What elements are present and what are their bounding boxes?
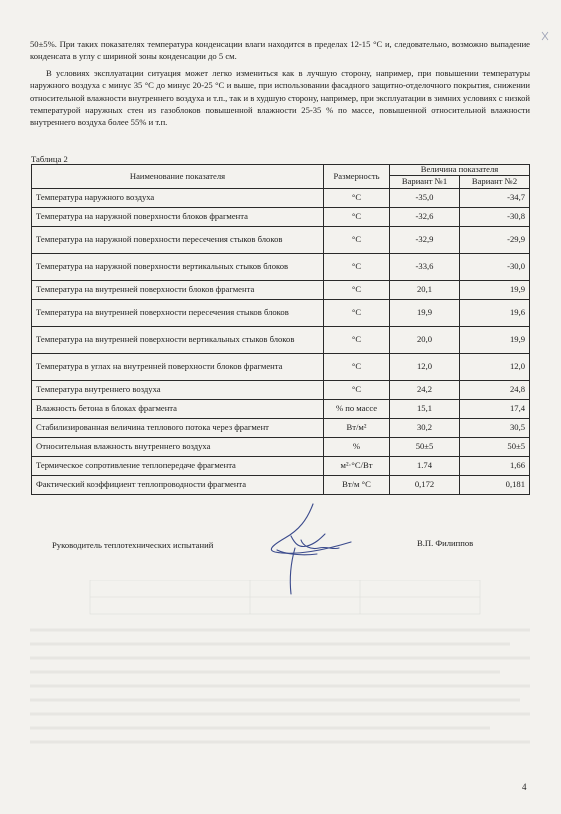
table-row [32,419,530,438]
cell-variant-2: 0,181 [460,476,530,495]
cell-variant-2: -30,8 [460,208,530,227]
cell-variant-1: 24,2 [390,381,460,400]
cell-unit: °С [324,354,390,381]
cell-unit: °С [324,227,390,254]
cell-variant-1: 1.74 [390,457,460,476]
cell-unit: % [324,438,390,457]
header-variant-1: Вариант №1 [390,176,460,189]
cell-name: Температура в углах на внутренней поверхности блоков фрагмента [32,354,324,381]
table-row [32,189,530,208]
cell-variant-1: -32,6 [390,208,460,227]
cell-variant-1: 19,9 [390,300,460,327]
cell-variant-1: 50±5 [390,438,460,457]
table-caption: Таблица 2 [31,154,68,164]
table-row [32,227,530,254]
paragraph-2: В условиях эксплуатации ситуация может легко измениться как в лучшую сторону, например, при повышении температуры наружного воздуха с минус 35 °С до минус 20-25 °С и выше, при использовании фасадного защитно-отделочного покрытия, снижении относительной влажности внутреннего воздуха и т.п., так и в худшую сторону, например, при эксплуатации в зимних условиях с низкой температурой наружных стен из газоблоков повышенной влажности 25-35 % по массе, повышенной относительной влажности внутреннего воздуха более 55% и т.п. [30,68,530,128]
table-row [32,457,530,476]
cell-variant-2: -29,9 [460,227,530,254]
cell-unit: °С [324,208,390,227]
header-name: Наименование показателя [32,165,324,189]
signatory-name: В.П. Филиппов [417,538,474,548]
table-row [32,400,530,419]
table-row [32,254,530,281]
cell-name: Влажность бетона в блоках фрагмента [32,400,324,419]
cell-unit: °С [324,254,390,281]
cell-unit: °С [324,327,390,354]
cell-unit: Вт/м °С [324,476,390,495]
cell-name: Относительная влажность внутреннего воздуха [32,438,324,457]
table-row [32,300,530,327]
cell-name: Стабилизированная величина теплового потока через фрагмент [32,419,324,438]
cell-variant-1: 12,0 [390,354,460,381]
table-row [32,327,530,354]
cell-unit: °С [324,189,390,208]
cell-variant-1: 20,1 [390,281,460,300]
cell-variant-2: -30,0 [460,254,530,281]
table-row [32,476,530,495]
cell-variant-2: -34,7 [460,189,530,208]
table-row [32,208,530,227]
header-values: Величина показателя [390,165,530,176]
cell-name: Температура на наружной поверхности вертикальных стыков блоков [32,254,324,281]
cell-variant-1: -32,9 [390,227,460,254]
cell-name: Температура внутреннего воздуха [32,381,324,400]
cell-unit: м²·°С/Вт [324,457,390,476]
cell-unit: °С [324,300,390,327]
cell-unit: °С [324,281,390,300]
cell-variant-1: -33,6 [390,254,460,281]
signatory-role: Руководитель теплотехнических испытаний [52,540,214,550]
cell-variant-2: 30,5 [460,419,530,438]
cell-name: Температура на внутренней поверхности пересечения стыков блоков [32,300,324,327]
cell-name: Температура на внутренней поверхности вертикальных стыков блоков [32,327,324,354]
corner-mark-icon [540,30,550,42]
page-number: 4 [522,782,527,792]
cell-variant-2: 19,9 [460,327,530,354]
cell-variant-1: 0,172 [390,476,460,495]
cell-variant-2: 19,6 [460,300,530,327]
table-row [32,354,530,381]
cell-variant-2: 19,9 [460,281,530,300]
cell-name: Температура на наружной поверхности пересечения стыков блоков [32,227,324,254]
cell-variant-2: 17,4 [460,400,530,419]
cell-variant-2: 50±5 [460,438,530,457]
cell-unit: % по массе [324,400,390,419]
cell-variant-1: 15,1 [390,400,460,419]
cell-name: Температура на наружной поверхности блоков фрагмента [32,208,324,227]
cell-variant-1: 20,0 [390,327,460,354]
header-variant-2: Вариант №2 [460,176,530,189]
show-through-texture [30,580,535,750]
header-unit: Размерность [324,165,390,189]
cell-name: Температура на внутренней поверхности блоков фрагмента [32,281,324,300]
cell-unit: Вт/м² [324,419,390,438]
cell-unit: °С [324,381,390,400]
cell-name: Термическое сопротивление теплопередаче фрагмента [32,457,324,476]
cell-variant-1: -35,0 [390,189,460,208]
cell-variant-2: 24,8 [460,381,530,400]
paragraph-1: 50±5%. При таких показателях температура конденсации влаги находится в пределах 12-15 °С и, следовательно, возможно выпадение конденсата в углу с шириной зоны конденсации до 5 см. [30,39,530,62]
cell-variant-2: 1,66 [460,457,530,476]
table-row [32,438,530,457]
results-table [31,164,530,495]
table-row [32,281,530,300]
cell-name: Фактический коэффициент теплопроводности фрагмента [32,476,324,495]
cell-variant-2: 12,0 [460,354,530,381]
table-row [32,381,530,400]
cell-name: Температура наружного воздуха [32,189,324,208]
cell-variant-1: 30,2 [390,419,460,438]
